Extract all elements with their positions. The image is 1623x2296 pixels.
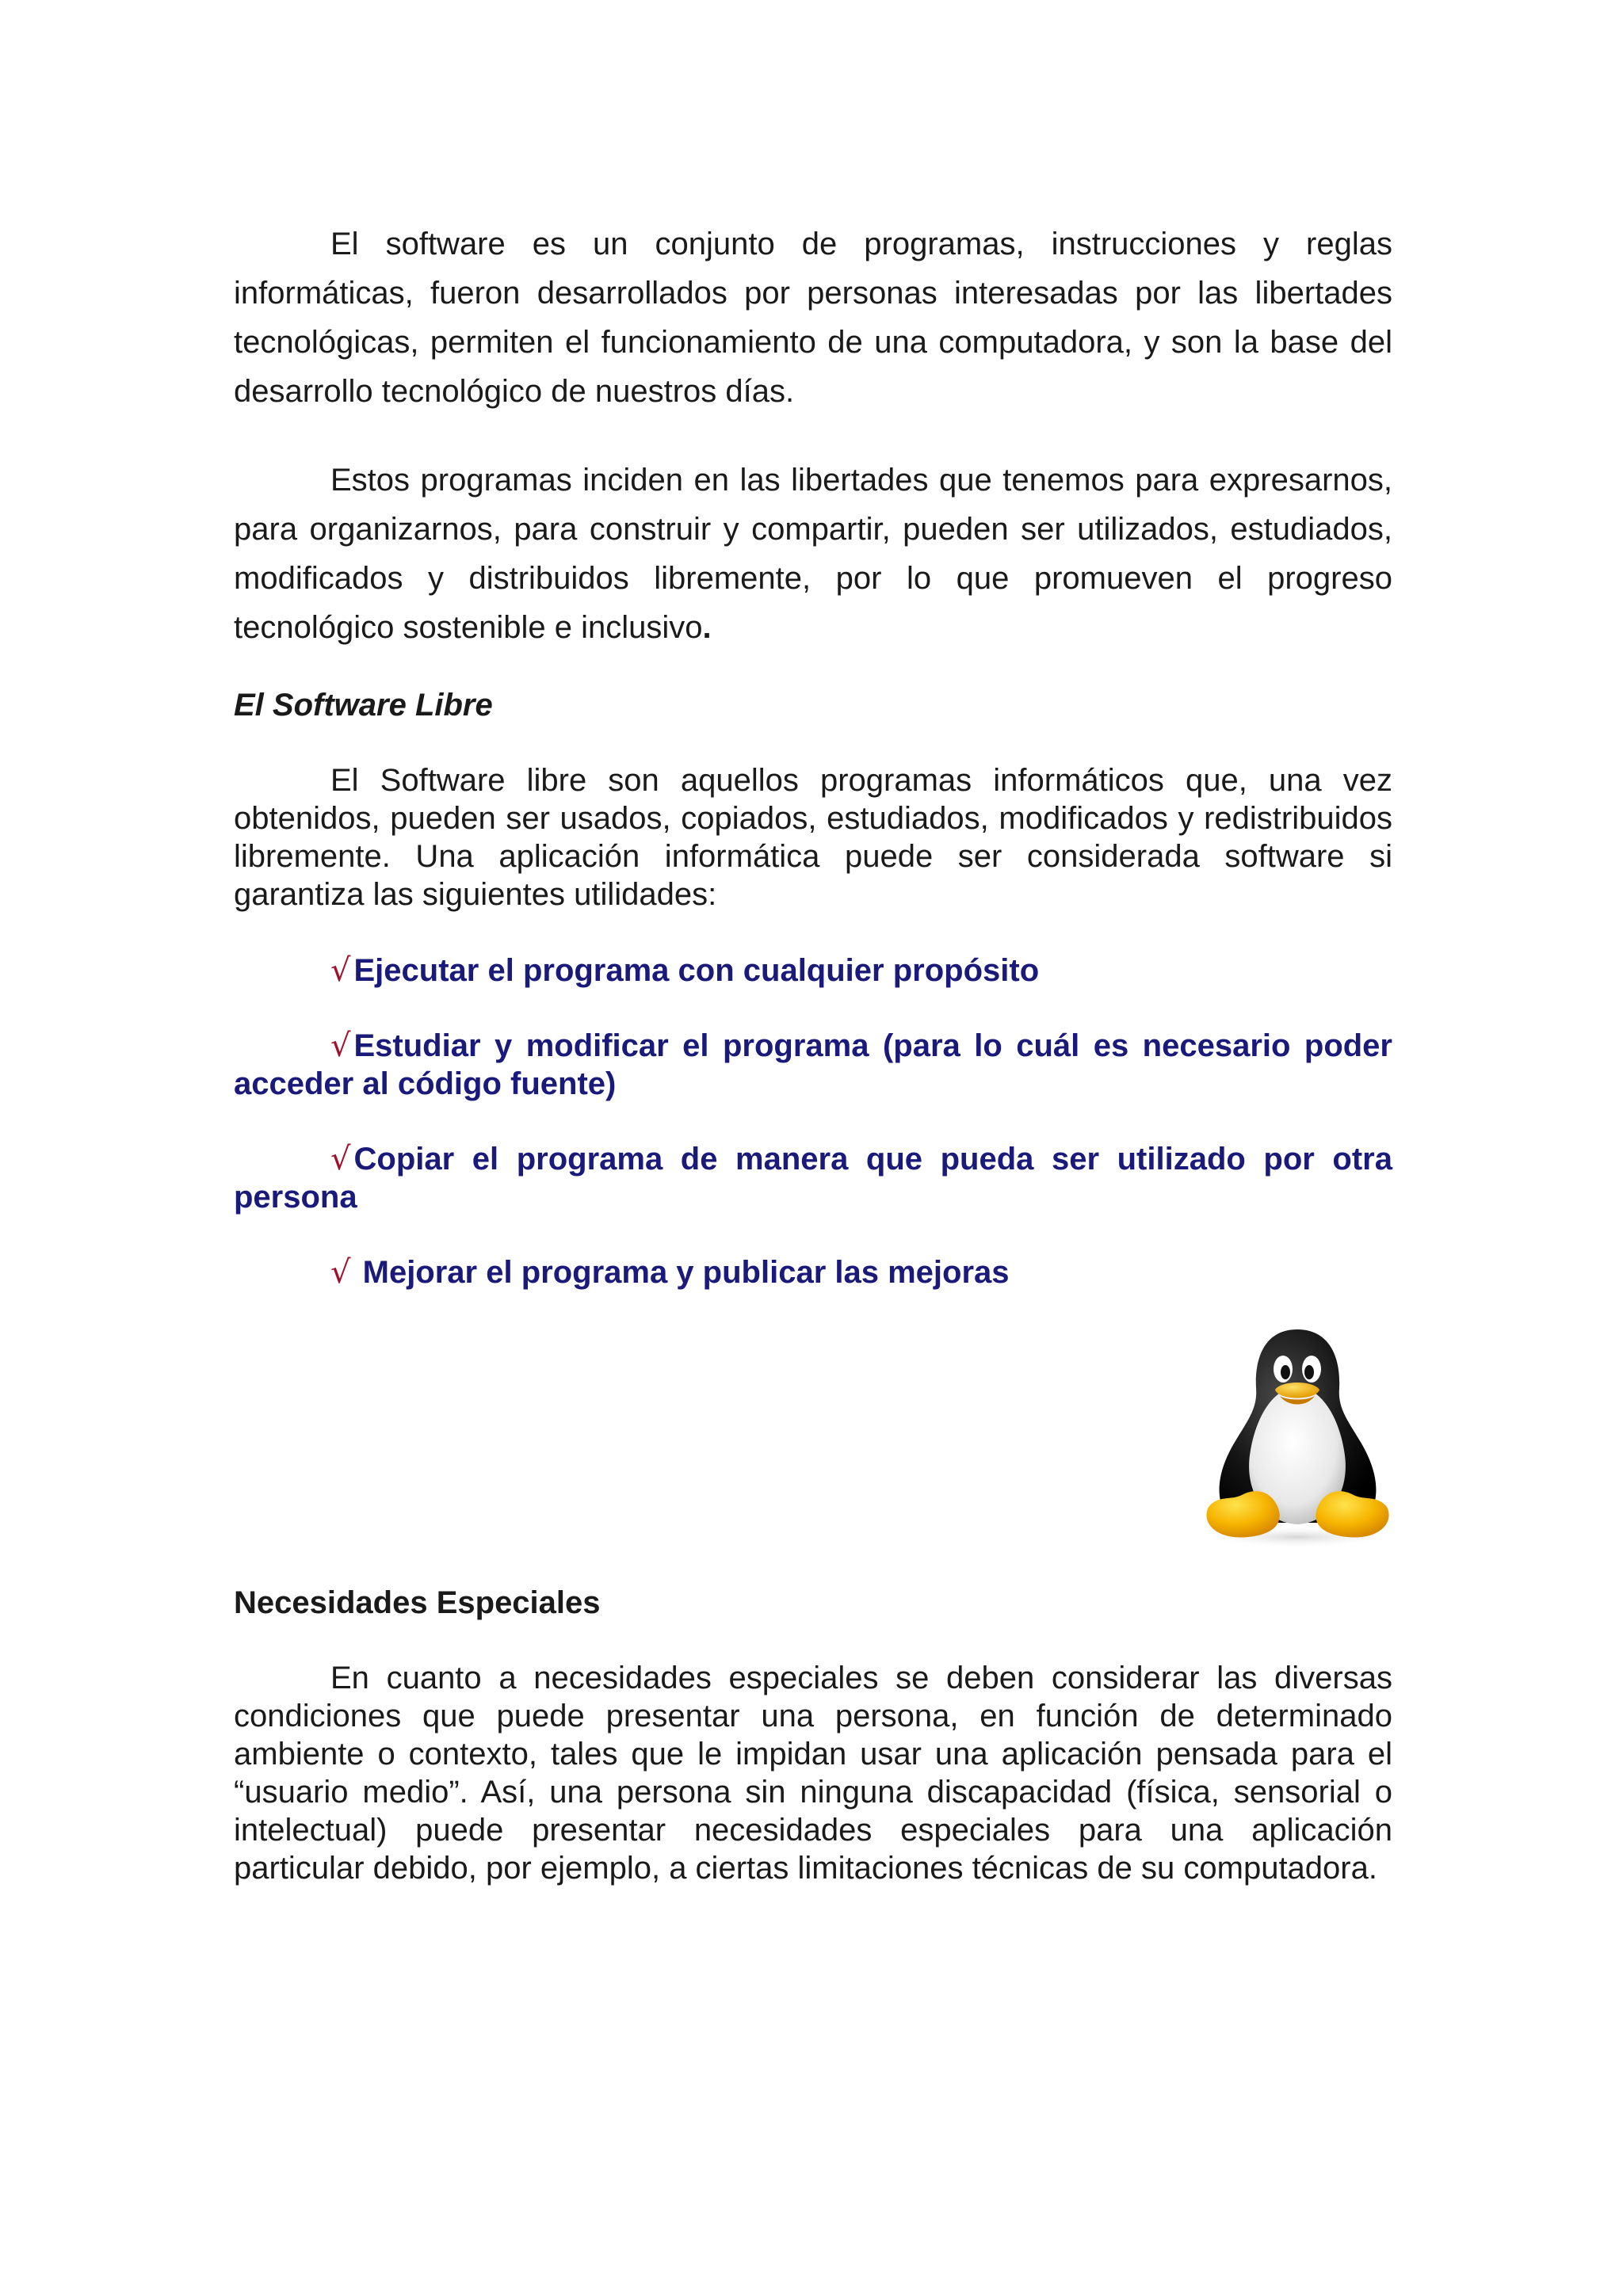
bullet-text-4: Mejorar el programa y publicar las mejoras (362, 1255, 1010, 1290)
tux-penguin-icon (1193, 1325, 1403, 1550)
paragraph-libertades (234, 456, 1392, 652)
paragraph-necesidades: En cuanto a necesidades especiales se deben considerar las diversas condiciones que puede presentar una persona, en función de determinado ambiente o contexto, tales que le impidan usar una aplicación pensada para el “usuario medio”. Así, una persona sin ninguna discapacidad (física, sensorial o intelectual) puede presentar necesidades especiales para una aplicación particular debido, por ejemplo, a ciertas limitaciones técnicas de su computadora. (234, 1661, 1392, 1886)
bullet-text-3: Copiar el programa de manera que pueda ser utilizado por otra persona (234, 1142, 1392, 1215)
heading-necesidades-especiales: Necesidades Especiales (234, 1585, 601, 1620)
bullet-item-4 (234, 1253, 1392, 1291)
check-mark-icon: √ (330, 1254, 351, 1291)
paragraph-libertades-text: Estos programas inciden en las libertades que tenemos para expresarnos, para organizarnos, para construir y compartir, pueden ser utilizados, estudiados, modificados y distribuidos libremente, por lo que promueven el progreso tecnológico sostenible e inclusivo (234, 463, 1392, 645)
heading-software-libre: El Software Libre (234, 688, 493, 723)
check-mark-icon: √ (330, 1028, 351, 1064)
bullet-text-1: Ejecutar el programa con cualquier propósito (353, 953, 1040, 988)
paragraph-libertades-period: . (702, 610, 712, 645)
bullet-item-3 (234, 1140, 1392, 1216)
check-mark-icon: √ (330, 1141, 351, 1177)
bullet-item-2 (234, 1027, 1392, 1103)
check-mark-icon: √ (330, 952, 351, 989)
bullet-item-1 (234, 952, 1392, 990)
paragraph-software-libre-intro: El Software libre son aquellos programas informáticos que, una vez obtenidos, pueden ser usados, copiados, estudiados, modificados y redistribuidos libremente. Una aplicación informática puede ser considerada software si garantiza las siguientes utilidades: (234, 763, 1392, 912)
bullet-text-2: Estudiar y modificar el programa (para lo cuál es necesario poder acceder al código fuente) (234, 1028, 1392, 1101)
paragraph-software-intro: El software es un conjunto de programas, instrucciones y reglas informáticas, fueron desarrollados por personas interesadas por las libertades tecnológicas, permiten el funcionamiento de una computadora, y son la base del desarrollo tecnológico de nuestros días. (234, 227, 1392, 409)
